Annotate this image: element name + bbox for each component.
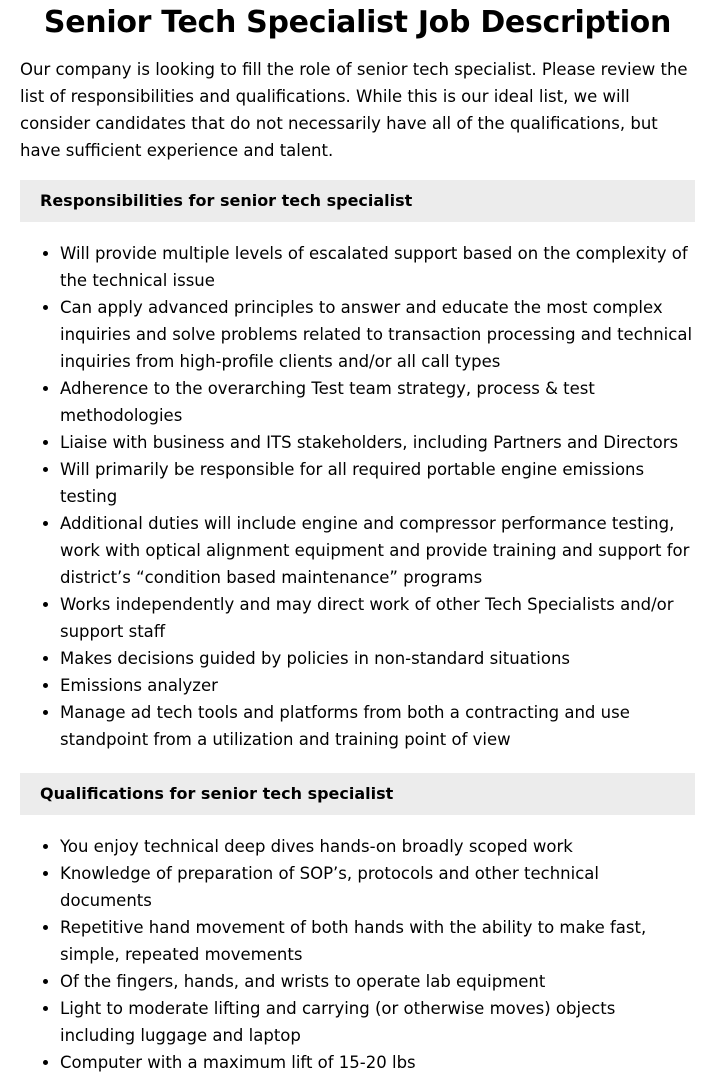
qualifications-heading: Qualifications for senior tech specialist bbox=[20, 773, 695, 815]
list-item: • Repetitive hand movement of both hands with the ability to make fast, simple, repeated movements bbox=[60, 914, 695, 968]
list-item: • Light to moderate lifting and carrying (or otherwise moves) objects including luggage and laptop bbox=[60, 995, 695, 1049]
list-item: • Will primarily be responsible for all required portable engine emissions testing bbox=[60, 456, 695, 510]
list-item: • Liaise with business and ITS stakeholders, including Partners and Directors bbox=[60, 429, 695, 456]
list-item: • Adherence to the overarching Test team strategy, process & test methodologies bbox=[60, 375, 695, 429]
intro-paragraph: Our company is looking to fill the role of senior tech specialist. Please review the list of responsibilities and qualifications. While this is our ideal list, we will consider candidates that do not necessarily have all of the qualifications, but have sufficient experience and talent. bbox=[20, 60, 688, 160]
qualifications-list bbox=[20, 833, 695, 1076]
responsibilities-list bbox=[20, 240, 695, 753]
list-item: • Computer with a maximum lift of 15-20 lbs bbox=[60, 1049, 695, 1076]
list-item: • Makes decisions guided by policies in non-standard situations bbox=[60, 645, 695, 672]
responsibilities-heading: Responsibilities for senior tech specialist bbox=[20, 180, 695, 222]
page-title: Senior Tech Specialist Job Description bbox=[43, 5, 672, 40]
list-item: • Additional duties will include engine and compressor performance testing, work with optical alignment equipment and provide training and support for district’s “condition based maintenance” programs bbox=[60, 510, 695, 591]
list-item: • Emissions analyzer bbox=[60, 672, 695, 699]
list-item: • Will provide multiple levels of escalated support based on the complexity of the technical issue bbox=[60, 240, 695, 294]
list-item: • Manage ad tech tools and platforms from both a contracting and use standpoint from a utilization and training point of view bbox=[60, 699, 695, 753]
list-item: • Works independently and may direct work of other Tech Specialists and/or support staff bbox=[60, 591, 695, 645]
list-item: • You enjoy technical deep dives hands-on broadly scoped work bbox=[60, 833, 695, 860]
list-item: • Of the fingers, hands, and wrists to operate lab equipment bbox=[60, 968, 695, 995]
list-item: • Can apply advanced principles to answer and educate the most complex inquiries and solve problems related to transaction processing and technical inquiries from high-profile clients and/or all call types bbox=[60, 294, 695, 375]
list-item: • Knowledge of preparation of SOP’s, protocols and other technical documents bbox=[60, 860, 695, 914]
